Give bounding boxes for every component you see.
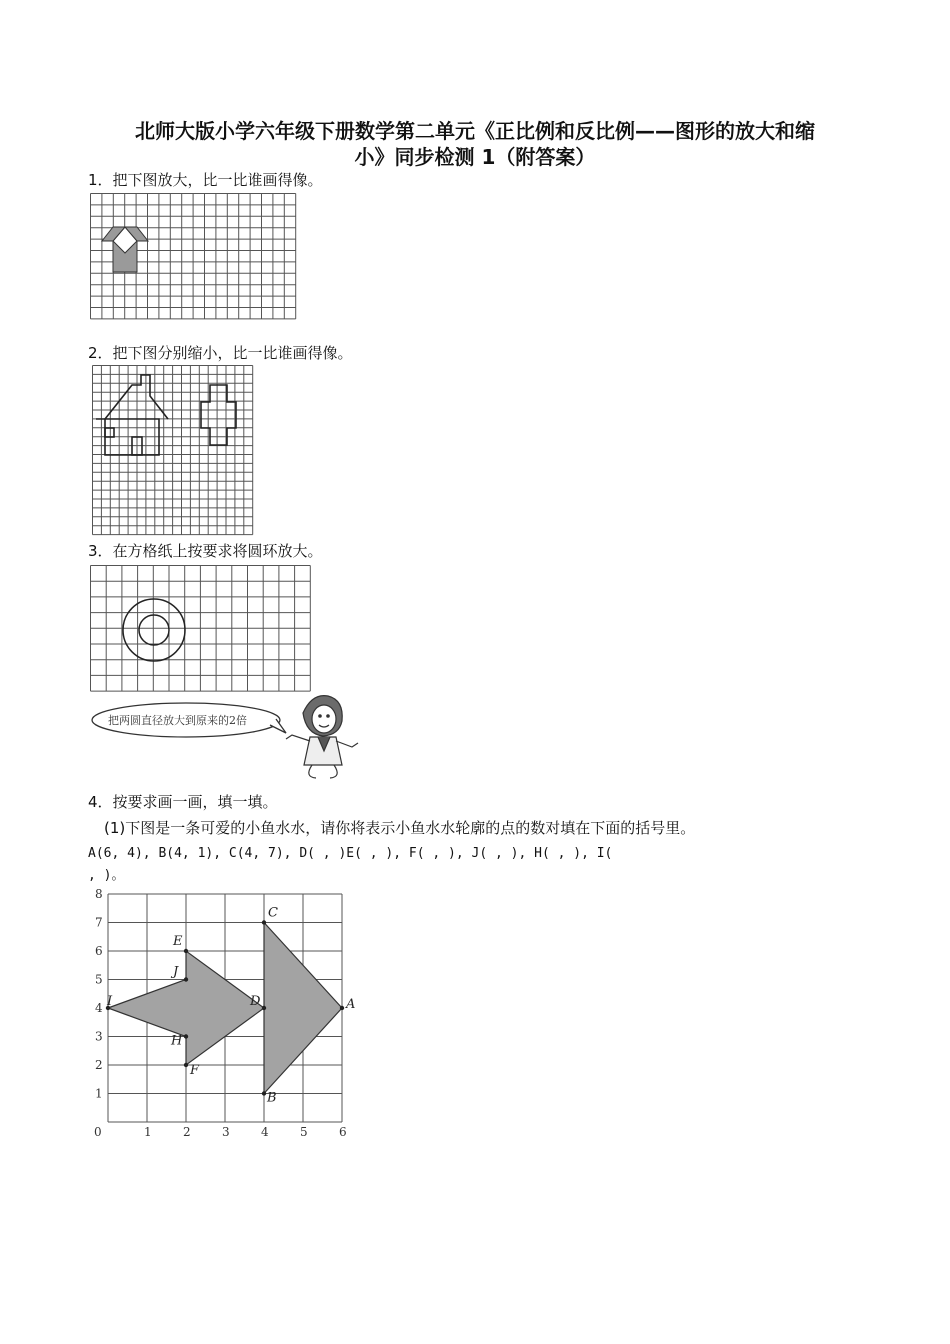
y-tick-label: 1 — [95, 1086, 103, 1101]
q3-figure — [90, 565, 362, 783]
q2-house-shape — [96, 375, 168, 455]
q2-cross-shape — [201, 385, 236, 445]
question-4: 4．按要求画一画，填一填。 — [88, 793, 278, 811]
y-tick-label: 4 — [95, 1001, 103, 1015]
point-e-label: E — [173, 934, 183, 949]
girl-illustration — [286, 696, 358, 778]
point-i-label: I — [107, 994, 113, 1009]
question-2: 2．把下图分别缩小，比一比谁画得像。 — [88, 344, 353, 362]
y-tick-label: 3 — [95, 1029, 103, 1044]
x-tick-label: 6 — [339, 1125, 347, 1139]
x-tick-label: 4 — [261, 1125, 269, 1139]
coordinate-answers-line-2: , )。 — [88, 868, 125, 883]
coordinate-answers-line-1: A(6, 4), B(4, 1), C(4, 7), D( , )E( , ), F( , ), J( , ), H( , ), I( — [88, 846, 613, 861]
point-h-marker — [184, 1034, 188, 1038]
question-1: 1．把下图放大，比一比谁画得像。 — [88, 171, 323, 189]
x-tick-label: 2 — [183, 1125, 191, 1139]
point-a-marker — [340, 1006, 344, 1010]
q2-grid-figure — [92, 365, 254, 535]
question-4-part-1: (1)下图是一条可爱的小鱼水水，请你将表示小鱼水水轮廓的点的数对填在下面的括号里。 — [104, 819, 696, 837]
x-tick-label: 5 — [300, 1125, 308, 1139]
y-tick-label: 5 — [95, 972, 103, 987]
point-d-marker — [262, 1006, 266, 1010]
point-e-marker — [184, 949, 188, 953]
q1-grid-figure — [90, 193, 302, 318]
point-b-label: B — [267, 1090, 277, 1106]
q3-outer-circle — [123, 599, 185, 661]
point-f-label: F — [190, 1063, 200, 1078]
y-tick-label: 6 — [95, 944, 103, 958]
page-title — [60, 118, 890, 170]
fish-coordinate-chart — [88, 886, 356, 1141]
q3-inner-circle — [139, 615, 169, 645]
point-d-label: D — [250, 994, 261, 1009]
question-3: 3．在方格纸上按要求将圆环放大。 — [88, 542, 323, 560]
title-line-1: 北师大版小学六年级下册数学第二单元《正比例和反比例——图形的放大和缩 — [135, 119, 815, 143]
point-j-label: J — [173, 964, 179, 980]
point-j-marker — [184, 977, 188, 981]
fish-body-shape — [108, 951, 264, 1065]
y-tick-label: 7 — [95, 915, 103, 930]
title-line-2: 小》同步检测 1（附答案） — [354, 145, 596, 169]
point-c-label: C — [268, 905, 278, 921]
point-b-marker — [262, 1091, 266, 1095]
y-tick-label: 2 — [95, 1058, 103, 1072]
point-c-marker — [262, 920, 266, 924]
y-tick-label: 8 — [95, 887, 103, 901]
point-a-label: A — [346, 997, 356, 1012]
point-h-label: H — [171, 1033, 183, 1049]
x-tick-label: 0 — [94, 1125, 102, 1139]
point-f-marker — [184, 1063, 188, 1067]
coordinate-answers — [88, 843, 878, 887]
q3-bubble-text: 把两圆直径放大到原来的2倍 — [108, 714, 247, 727]
x-tick-label: 1 — [144, 1125, 152, 1139]
x-tick-label: 3 — [222, 1125, 230, 1139]
